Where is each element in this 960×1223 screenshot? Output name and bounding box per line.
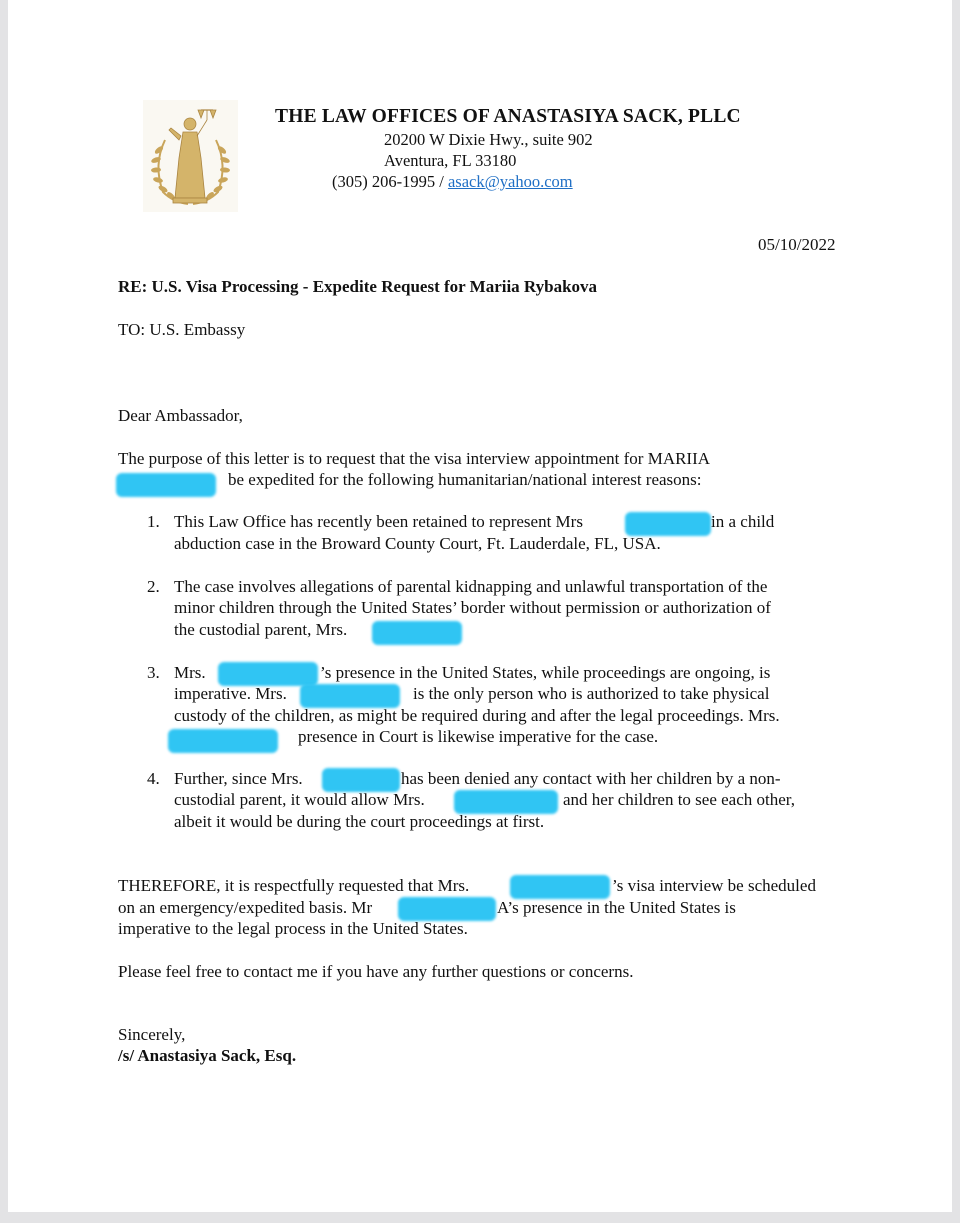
reason-4-text-d: and her children to see each other,	[563, 790, 796, 809]
redaction-mark	[454, 790, 558, 814]
redaction-mark	[510, 875, 610, 899]
reason-2-number: 2.	[147, 577, 160, 596]
subject-line: RE: U.S. Visa Processing - Expedite Request for Mariia Rybakova	[118, 277, 598, 296]
reason-1-text-c: abduction case in the Broward County Court, Ft. Lauderdale, FL, USA.	[174, 534, 661, 553]
reason-3-text-e: custody of the children, as might be required during and after the legal proceedings. Mrs.	[174, 706, 780, 725]
redaction-mark	[300, 684, 400, 708]
salutation: Dear Ambassador,	[118, 406, 243, 425]
reason-3-number: 3.	[147, 663, 160, 682]
letter-date: 05/10/2022	[758, 235, 836, 254]
firm-address-line-1: 20200 W Dixie Hwy., suite 902	[384, 130, 593, 149]
reason-2-line-3: the custodial parent, Mrs.	[174, 620, 348, 639]
lady-justice-logo-icon	[143, 100, 238, 212]
redaction-mark	[372, 621, 462, 645]
reason-3-text-f: presence in Court is likewise imperative for the case.	[298, 727, 659, 746]
intro-line-2: be expedited for the following humanitarian/national interest reasons:	[228, 470, 702, 489]
reason-3-text-d: is the only person who is authorized to take physical	[413, 684, 770, 703]
redaction-mark	[398, 897, 496, 921]
recipient-line: TO: U.S. Embassy	[118, 320, 246, 339]
reason-1-number: 1.	[147, 512, 160, 531]
letter-page	[8, 0, 952, 1212]
therefore-text-e: imperative to the legal process in the United States.	[118, 919, 468, 938]
firm-name: THE LAW OFFICES OF ANASTASIYA SACK, PLLC	[275, 106, 741, 127]
therefore-text-c: on an emergency/expedited basis. Mr	[118, 898, 373, 917]
firm-email-link[interactable]: asack@yahoo.com	[447, 172, 573, 191]
valediction: Sincerely,	[118, 1025, 186, 1044]
closing-note: Please feel free to contact me if you have any further questions or concerns.	[118, 962, 634, 981]
redaction-mark	[116, 473, 216, 497]
firm-contact	[332, 172, 573, 192]
reason-4-text-e: albeit it would be during the court proceedings at first.	[174, 812, 545, 831]
reason-2-line-1: The case involves allegations of parental kidnapping and unlawful transportation of the	[174, 577, 768, 596]
reason-4-text-b: has been denied any contact with her children by a non-	[401, 769, 781, 788]
reason-1-text-a: This Law Office has recently been retained to represent Mrs	[174, 512, 583, 531]
signature: /s/ Anastasiya Sack, Esq.	[118, 1046, 297, 1065]
redaction-mark	[218, 662, 318, 686]
reason-3-text-b: ’s presence in the United States, while proceedings are ongoing, is	[320, 663, 771, 682]
redaction-mark	[322, 768, 400, 792]
reason-1-text-b: in a child	[711, 512, 775, 531]
therefore-text-b: ’s visa interview be scheduled	[612, 876, 816, 895]
reason-2-line-2: minor children through the United States’ border without permission or authorization of	[174, 598, 771, 617]
redaction-mark	[625, 512, 711, 536]
redaction-mark	[168, 729, 278, 753]
reason-3-text-c: imperative. Mrs.	[174, 684, 287, 703]
firm-address-line-2: Aventura, FL 33180	[384, 151, 517, 170]
therefore-text-a: THEREFORE, it is respectfully requested that Mrs.	[118, 876, 470, 895]
reason-4-text-c: custodial parent, it would allow Mrs.	[174, 790, 425, 809]
reason-4-text-a: Further, since Mrs.	[174, 769, 303, 788]
reason-3-text-a: Mrs.	[174, 663, 206, 682]
reason-4-number: 4.	[147, 769, 160, 788]
intro-line-1: The purpose of this letter is to request that the visa interview appointment for MARIIA	[118, 449, 711, 468]
therefore-text-d: A’s presence in the United States is	[497, 898, 736, 917]
firm-phone: (305) 206-1995 /	[332, 172, 448, 191]
